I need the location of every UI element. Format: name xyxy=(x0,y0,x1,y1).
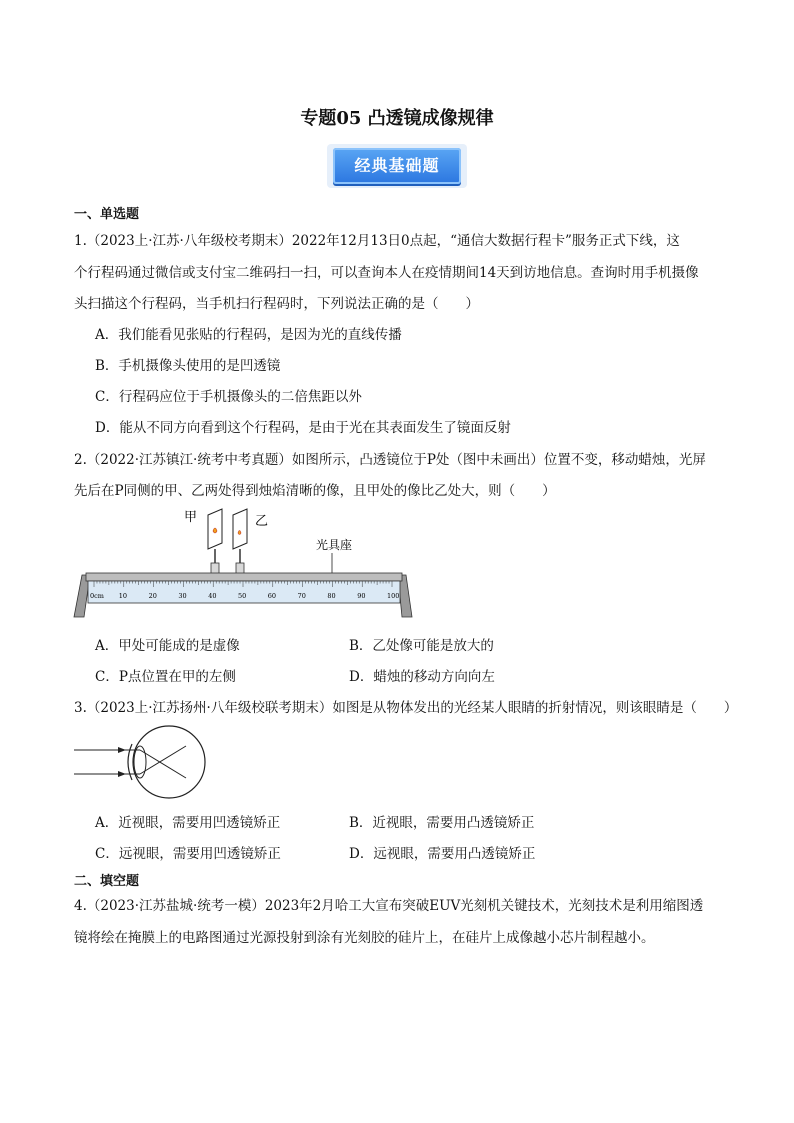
page-title: 专题05 凸透镜成像规律 xyxy=(300,108,494,129)
difficulty-badge: 经典基础题 xyxy=(333,148,461,184)
question-1-option-c[interactable]: C．行程码应位于手机摄像头的二倍焦距以外 xyxy=(95,389,362,405)
eye-refraction-figure xyxy=(74,722,214,802)
scale-tick-label: 10 xyxy=(118,592,128,600)
question-3-option-d[interactable]: D．远视眼，需要用凸透镜矫正 xyxy=(349,846,536,862)
question-2-option-c[interactable]: C．P点位置在甲的左侧 xyxy=(95,669,236,685)
question-1-line-2: 个行程码通过微信或支付宝二维码扫一扫，可以查询本人在疫情期间14天到访地信息。查询时用手机摄像 xyxy=(74,265,699,281)
scale-tick-label: 20 xyxy=(148,592,157,600)
question-1-option-b[interactable]: B．手机摄像头使用的是凹透镜 xyxy=(95,358,281,374)
label-optical-bench: 光具座 xyxy=(316,538,353,552)
scale-tick-label: 70 xyxy=(297,592,306,600)
scale-tick-label: 40 xyxy=(208,592,217,600)
refracted-upper xyxy=(140,750,186,778)
optical-bench-figure xyxy=(70,505,420,620)
question-3-option-b[interactable]: B．近视眼，需要用凸透镜矫正 xyxy=(349,815,535,831)
scale-tick-label: 0cm xyxy=(90,592,104,600)
question-2-option-a[interactable]: A．甲处可能成的是虚像 xyxy=(95,638,240,654)
scale-tick-label: 50 xyxy=(238,592,247,600)
arrow-lower xyxy=(118,771,126,777)
section-heading-single-choice: 一、单选题 xyxy=(74,207,140,222)
scale-tick-label: 90 xyxy=(357,592,366,600)
question-1-option-d[interactable]: D．能从不同方向看到这个行程码，是由于光在其表面发生了镜面反射 xyxy=(95,420,511,436)
question-3-line-1: 3.（2023上·江苏扬州·八年级校联考期末）如图是从物体发出的光经某人眼睛的折射情况，则该眼睛是（ ） xyxy=(74,700,738,716)
scale-tick-label: 60 xyxy=(267,592,277,600)
screen-yi xyxy=(233,509,247,565)
screen-jia xyxy=(208,509,222,565)
question-2-option-d[interactable]: D．蜡烛的移动方向向左 xyxy=(349,669,495,685)
crystalline-lens xyxy=(134,746,146,778)
question-1-line-1: 1.（2023上·江苏·八年级校考期末）2022年12月13日0点起，“通信大数据行程卡”服务正式下线，这 xyxy=(74,233,680,249)
scale-tick-label: 80 xyxy=(327,592,336,600)
question-1-option-a[interactable]: A．我们能看见张贴的行程码，是因为光的直线传播 xyxy=(95,327,402,343)
question-2-option-b[interactable]: B．乙处像可能是放大的 xyxy=(349,638,494,654)
cornea xyxy=(128,744,132,780)
question-1-line-3: 头扫描这个行程码，当手机扫行程码时，下列说法正确的是（ ） xyxy=(74,296,479,312)
question-3-option-a[interactable]: A．近视眼，需要用凹透镜矫正 xyxy=(95,815,281,831)
question-3-option-c[interactable]: C．远视眼，需要用凹透镜矫正 xyxy=(95,846,281,862)
scale-tick-label: 30 xyxy=(178,592,187,600)
question-2-line-2: 先后在P同侧的甲、乙两处得到烛焰清晰的像，且甲处的像比乙处大，则（ ） xyxy=(74,483,556,499)
label-yi: 乙 xyxy=(255,514,269,529)
section-heading-fill-blank: 二、填空题 xyxy=(74,874,140,889)
question-4-line-1: 4.（2023·江苏盐城·统考一模）2023年2月哈工大宣布突破EUV光刻机关键技术，光刻技术是利用缩图透 xyxy=(74,898,704,914)
bench-rail-top xyxy=(86,573,402,581)
arrow-upper xyxy=(118,747,126,753)
question-4-line-2: 镜将绘在掩膜上的电路图通过光源投射到涂有光刻胶的硅片上，在硅片上成像越小芯片制程越小。 xyxy=(74,930,655,946)
label-jia: 甲 xyxy=(184,510,198,525)
refracted-lower xyxy=(140,746,186,774)
scale-tick-label: 100 xyxy=(387,592,400,600)
question-2-line-1: 2.（2022·江苏镇江·统考中考真题）如图所示，凸透镜位于P处（图中未画出）位置不变，移动蜡烛，光屏 xyxy=(74,452,706,468)
eyeball xyxy=(133,726,205,798)
